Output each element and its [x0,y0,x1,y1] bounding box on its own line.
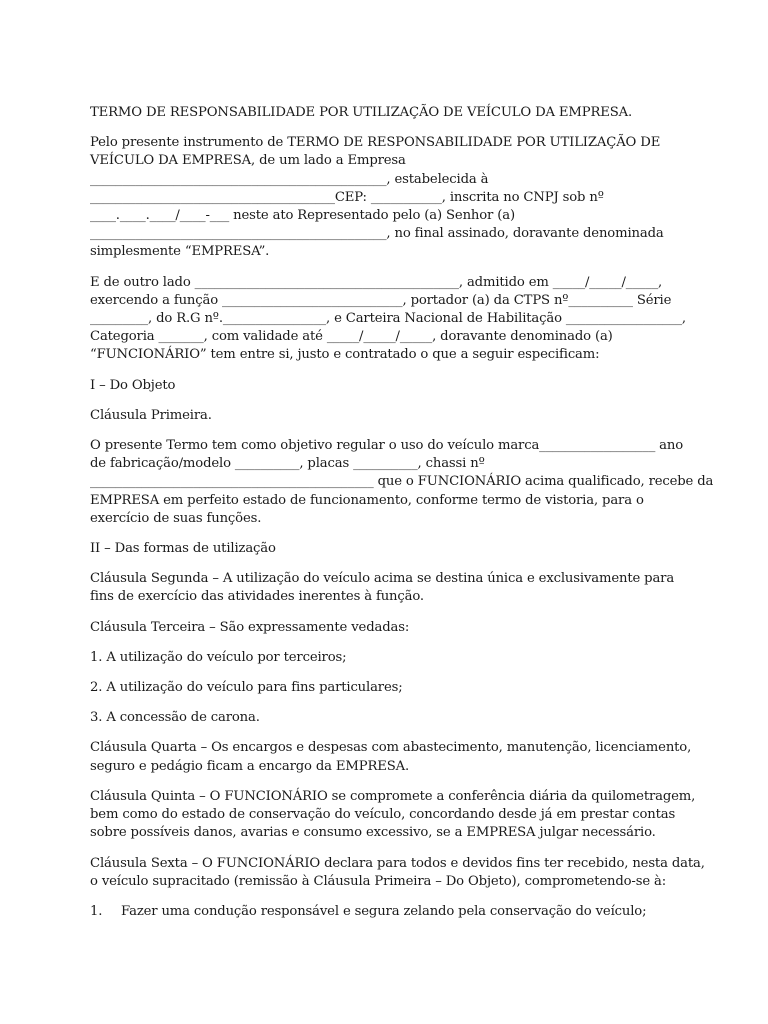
intro-paragraph [90,134,680,261]
clause-6-line: Cláusula Sexta – O FUNCIONÁRIO declara para todos e devidos fins ter recebido, nesta data, [90,855,705,871]
list-item-number: 1. [90,903,103,919]
second-party-line: _________, do R.G nº.________________, e Carteira Nacional de Habilitação __________________, [90,311,686,327]
list-item-text: Fazer uma condução responsável e segura zelando pela conservação do veículo; [121,903,647,919]
section-2-heading: II – Das formas de utilização [90,541,276,557]
clause-1-paragraph [90,437,714,528]
list-item [90,903,680,921]
clause-5-paragraph [90,788,696,843]
clause-1-line: ____________________________________________ que o FUNCIONÁRIO acima qualificado, recebe da [90,474,714,490]
prohibition-item: 3. A concessão de carona. [90,710,260,726]
clause-2-line: Cláusula Segunda – A utilização do veículo acima se destina única e exclusivamente para [90,571,675,587]
second-party-line: Categoria _______, com validade até _____/_____/_____, doravante denominado (a) [90,329,613,345]
intro-line: ______________________________________CEP: ___________, inscrita no CNPJ sob nº [90,189,604,205]
document-title: TERMO DE RESPONSABILIDADE POR UTILIZAÇÃO DE VEÍCULO DA EMPRESA. [90,105,633,120]
intro-line: VEÍCULO DA EMPRESA, de um lado a Empresa [90,153,406,169]
clause-2-line: fins de exercício das atividades inerentes à função. [90,589,424,605]
intro-line: ____.____.____/____-___ neste ato Representado pelo (a) Senhor (a) [90,208,515,224]
prohibition-item: 1. A utilização do veículo por terceiros; [90,649,347,665]
clause-1-line: exercício de suas funções. [90,510,262,526]
intro-line: Pelo presente instrumento de TERMO DE RESPONSABILIDADE POR UTILIZAÇÃO DE [90,135,661,151]
second-party-line: E de outro lado _________________________________________, admitido em _____/_____/_____, [90,274,663,290]
clause-5-line: bem como do estado de conservação do veículo, concordando desde já em prestar contas [90,807,676,823]
second-party-line: “FUNCIONÁRIO” tem entre si, justo e contratado o que a seguir especificam: [90,347,600,363]
clause-5-line: Cláusula Quinta – O FUNCIONÁRIO se compromete a conferência diária da quilometragem, [90,788,696,804]
intro-line: simplesmente “EMPRESA”. [90,244,270,260]
clause-1-line: O presente Termo tem como objetivo regular o uso do veículo marca__________________ ano [90,438,684,454]
clause-3-heading: Cláusula Terceira – São expressamente vedadas: [90,619,410,635]
clause-1-heading: Cláusula Primeira. [90,407,212,423]
clause-4-line: Cláusula Quarta – Os encargos e despesas com abastecimento, manutenção, licenciamento, [90,740,692,756]
clause-1-line: EMPRESA em perfeito estado de funcionamento, conforme termo de vistoria, para o [90,492,644,508]
clause-6-list [90,903,680,921]
clause-6-paragraph [90,855,705,891]
second-party-line: exercendo a função ____________________________, portador (a) da CTPS nº__________ Série [90,292,672,308]
document-page [90,104,714,921]
intro-line: ______________________________________________, no final assinado, doravante denominada [90,226,664,242]
clause-4-paragraph [90,739,692,775]
clause-5-line: sobre possíveis danos, avarias e consumo excessivo, se a EMPRESA julgar necessário. [90,825,656,841]
section-1-heading: I – Do Objeto [90,377,176,393]
clause-4-line: seguro e pedágio ficam a encargo da EMPRESA. [90,758,410,774]
second-party-paragraph [90,274,686,365]
intro-line: ______________________________________________, estabelecida à [90,171,489,187]
clause-6-line: o veículo supracitado (remissão à Cláusula Primeira – Do Objeto), comprometendo-se à: [90,873,667,889]
clause-2-paragraph [90,570,680,606]
clause-1-line: de fabricação/modelo __________, placas __________, chassi nº [90,456,485,472]
prohibition-item: 2. A utilização do veículo para fins particulares; [90,680,403,696]
